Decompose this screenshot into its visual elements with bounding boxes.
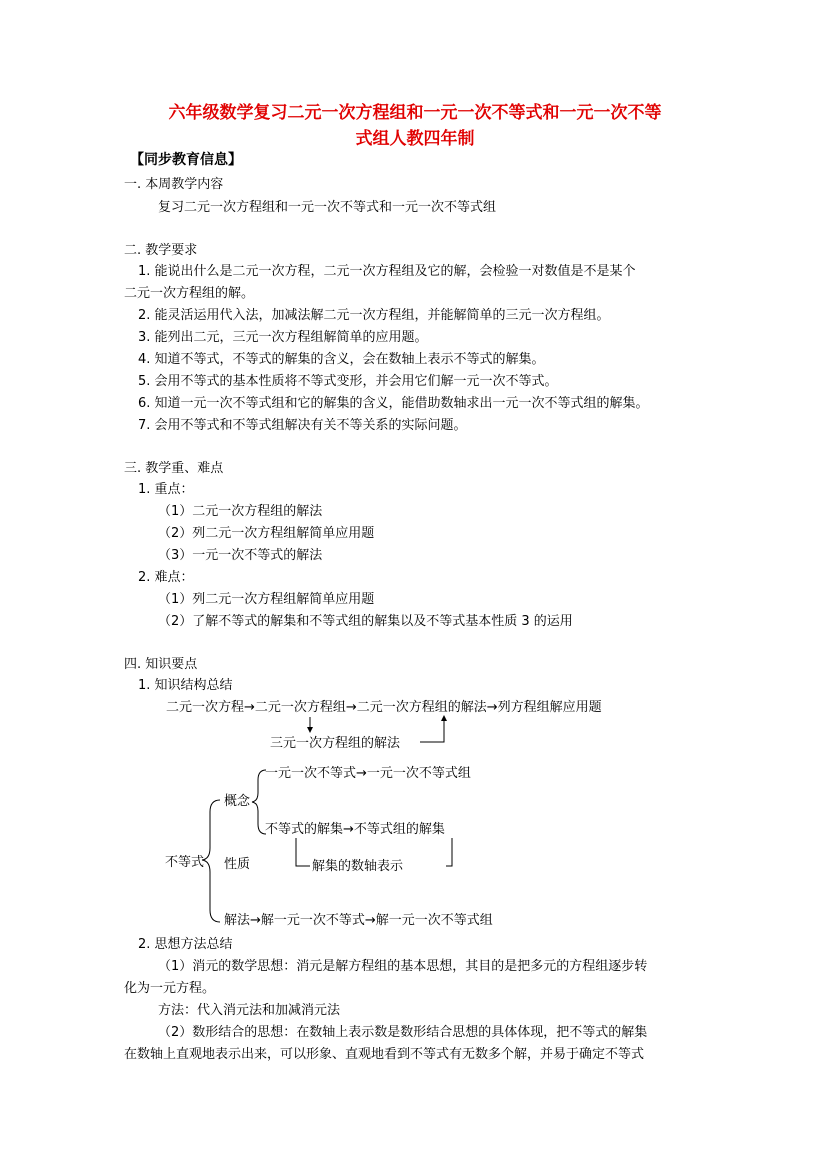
difficulty-item: （1）列二元一次方程组解简单应用题 — [158, 592, 375, 607]
up-arrow-icon — [441, 715, 447, 721]
numberline-text: 解集的数轴表示 — [312, 859, 404, 874]
key-point-item: （1）二元一次方程组的解法 — [158, 504, 323, 519]
requirement-item: 1. 能说出什么是二元一次方程，二元一次方程组及它的解，会检验一对数值是不是某个 — [138, 264, 636, 279]
concept-top-text: 一元一次不等式→一元一次不等式组 — [265, 766, 471, 781]
down-arrow-icon — [307, 727, 313, 733]
key-points-label: 1. 重点： — [138, 482, 194, 497]
equation-chain-text: 二元一次方程→二元一次方程组→二元一次方程组的解法→列方程组解应用题 — [166, 700, 602, 715]
outer-brace — [202, 800, 220, 922]
method-chain-text: 解法→解一元一次不等式→解一元一次不等式组 — [224, 913, 493, 928]
numberline-bracket-left — [296, 838, 310, 866]
requirement-item: 4. 知道不等式，不等式的解集的含义，会在数轴上表示不等式的解集。 — [138, 352, 545, 367]
section-2-heading: 二. 教学要求 — [124, 243, 198, 258]
section-1-content: 复习二元一次方程组和一元一次不等式和一元一次不等式组 — [158, 200, 497, 215]
ternary-solution-text: 三元一次方程组的解法 — [270, 736, 401, 751]
document-title-line-1: 六年级数学复习二元一次方程组和一元一次不等式和一元一次不等 — [168, 103, 662, 123]
key-point-item: （3）一元一次不等式的解法 — [158, 548, 323, 563]
paragraph-line: 在数轴上直观地表示出来，可以形象、直观地看到不等式有无数多个解，并易于确定不等式 — [124, 1047, 645, 1062]
concept-bottom-text: 不等式的解集→不等式组的解集 — [265, 822, 445, 837]
requirement-item: 二元一次方程组的解。 — [124, 286, 255, 301]
header-label: 【同步教育信息】 — [130, 152, 242, 168]
requirement-item: 7. 会用不等式和不等式组解决有关不等关系的实际问题。 — [138, 418, 467, 433]
property-label: 性质 — [224, 857, 251, 872]
paragraph-line: （1）消元的数学思想：消元是解方程组的基本思想，其目的是把多元的方程组逐步转 — [158, 959, 648, 974]
requirement-item: 5. 会用不等式的基本性质将不等式变形，并会用它们解一元一次不等式。 — [138, 374, 558, 389]
paragraph-line: （2）数形结合的思想：在数轴上表示数是数形结合思想的具体体现，把不等式的解集 — [158, 1025, 648, 1040]
key-point-item: （2）列二元一次方程组解简单应用题 — [158, 526, 375, 541]
requirement-item: 6. 知道一元一次不等式组和它的解集的含义，能借助数轴求出一元一次不等式组的解集。 — [138, 396, 649, 411]
requirement-item: 2. 能灵活运用代入法，加减法解二元一次方程组，并能解简单的三元一次方程组。 — [138, 308, 610, 323]
difficulty-label: 2. 难点： — [138, 570, 194, 585]
section-3-heading: 三. 教学重、难点 — [124, 461, 224, 476]
section-1-heading: 一. 本周教学内容 — [124, 177, 224, 192]
paragraph-line: 方法：代入消元法和加减消元法 — [158, 1003, 341, 1018]
paragraph-line: 化为一元方程。 — [124, 981, 216, 996]
ternary-connector-line — [420, 720, 444, 742]
difficulty-item: （2）了解不等式的解集和不等式组的解集以及不等式基本性质 3 的运用 — [158, 614, 573, 629]
section-4-heading: 四. 知识要点 — [124, 657, 198, 672]
knowledge-structure-label: 1. 知识结构总结 — [138, 678, 233, 693]
numberline-bracket-right — [446, 838, 452, 866]
thinking-methods-label: 2. 思想方法总结 — [138, 937, 233, 952]
inequality-root-text: 不等式 — [165, 855, 205, 870]
concept-label: 概念 — [224, 794, 251, 809]
requirement-item: 3. 能列出二元，三元一次方程组解简单的应用题。 — [138, 330, 428, 345]
document-title-line-2: 式组人教四年制 — [355, 129, 475, 149]
concept-brace — [252, 770, 266, 834]
